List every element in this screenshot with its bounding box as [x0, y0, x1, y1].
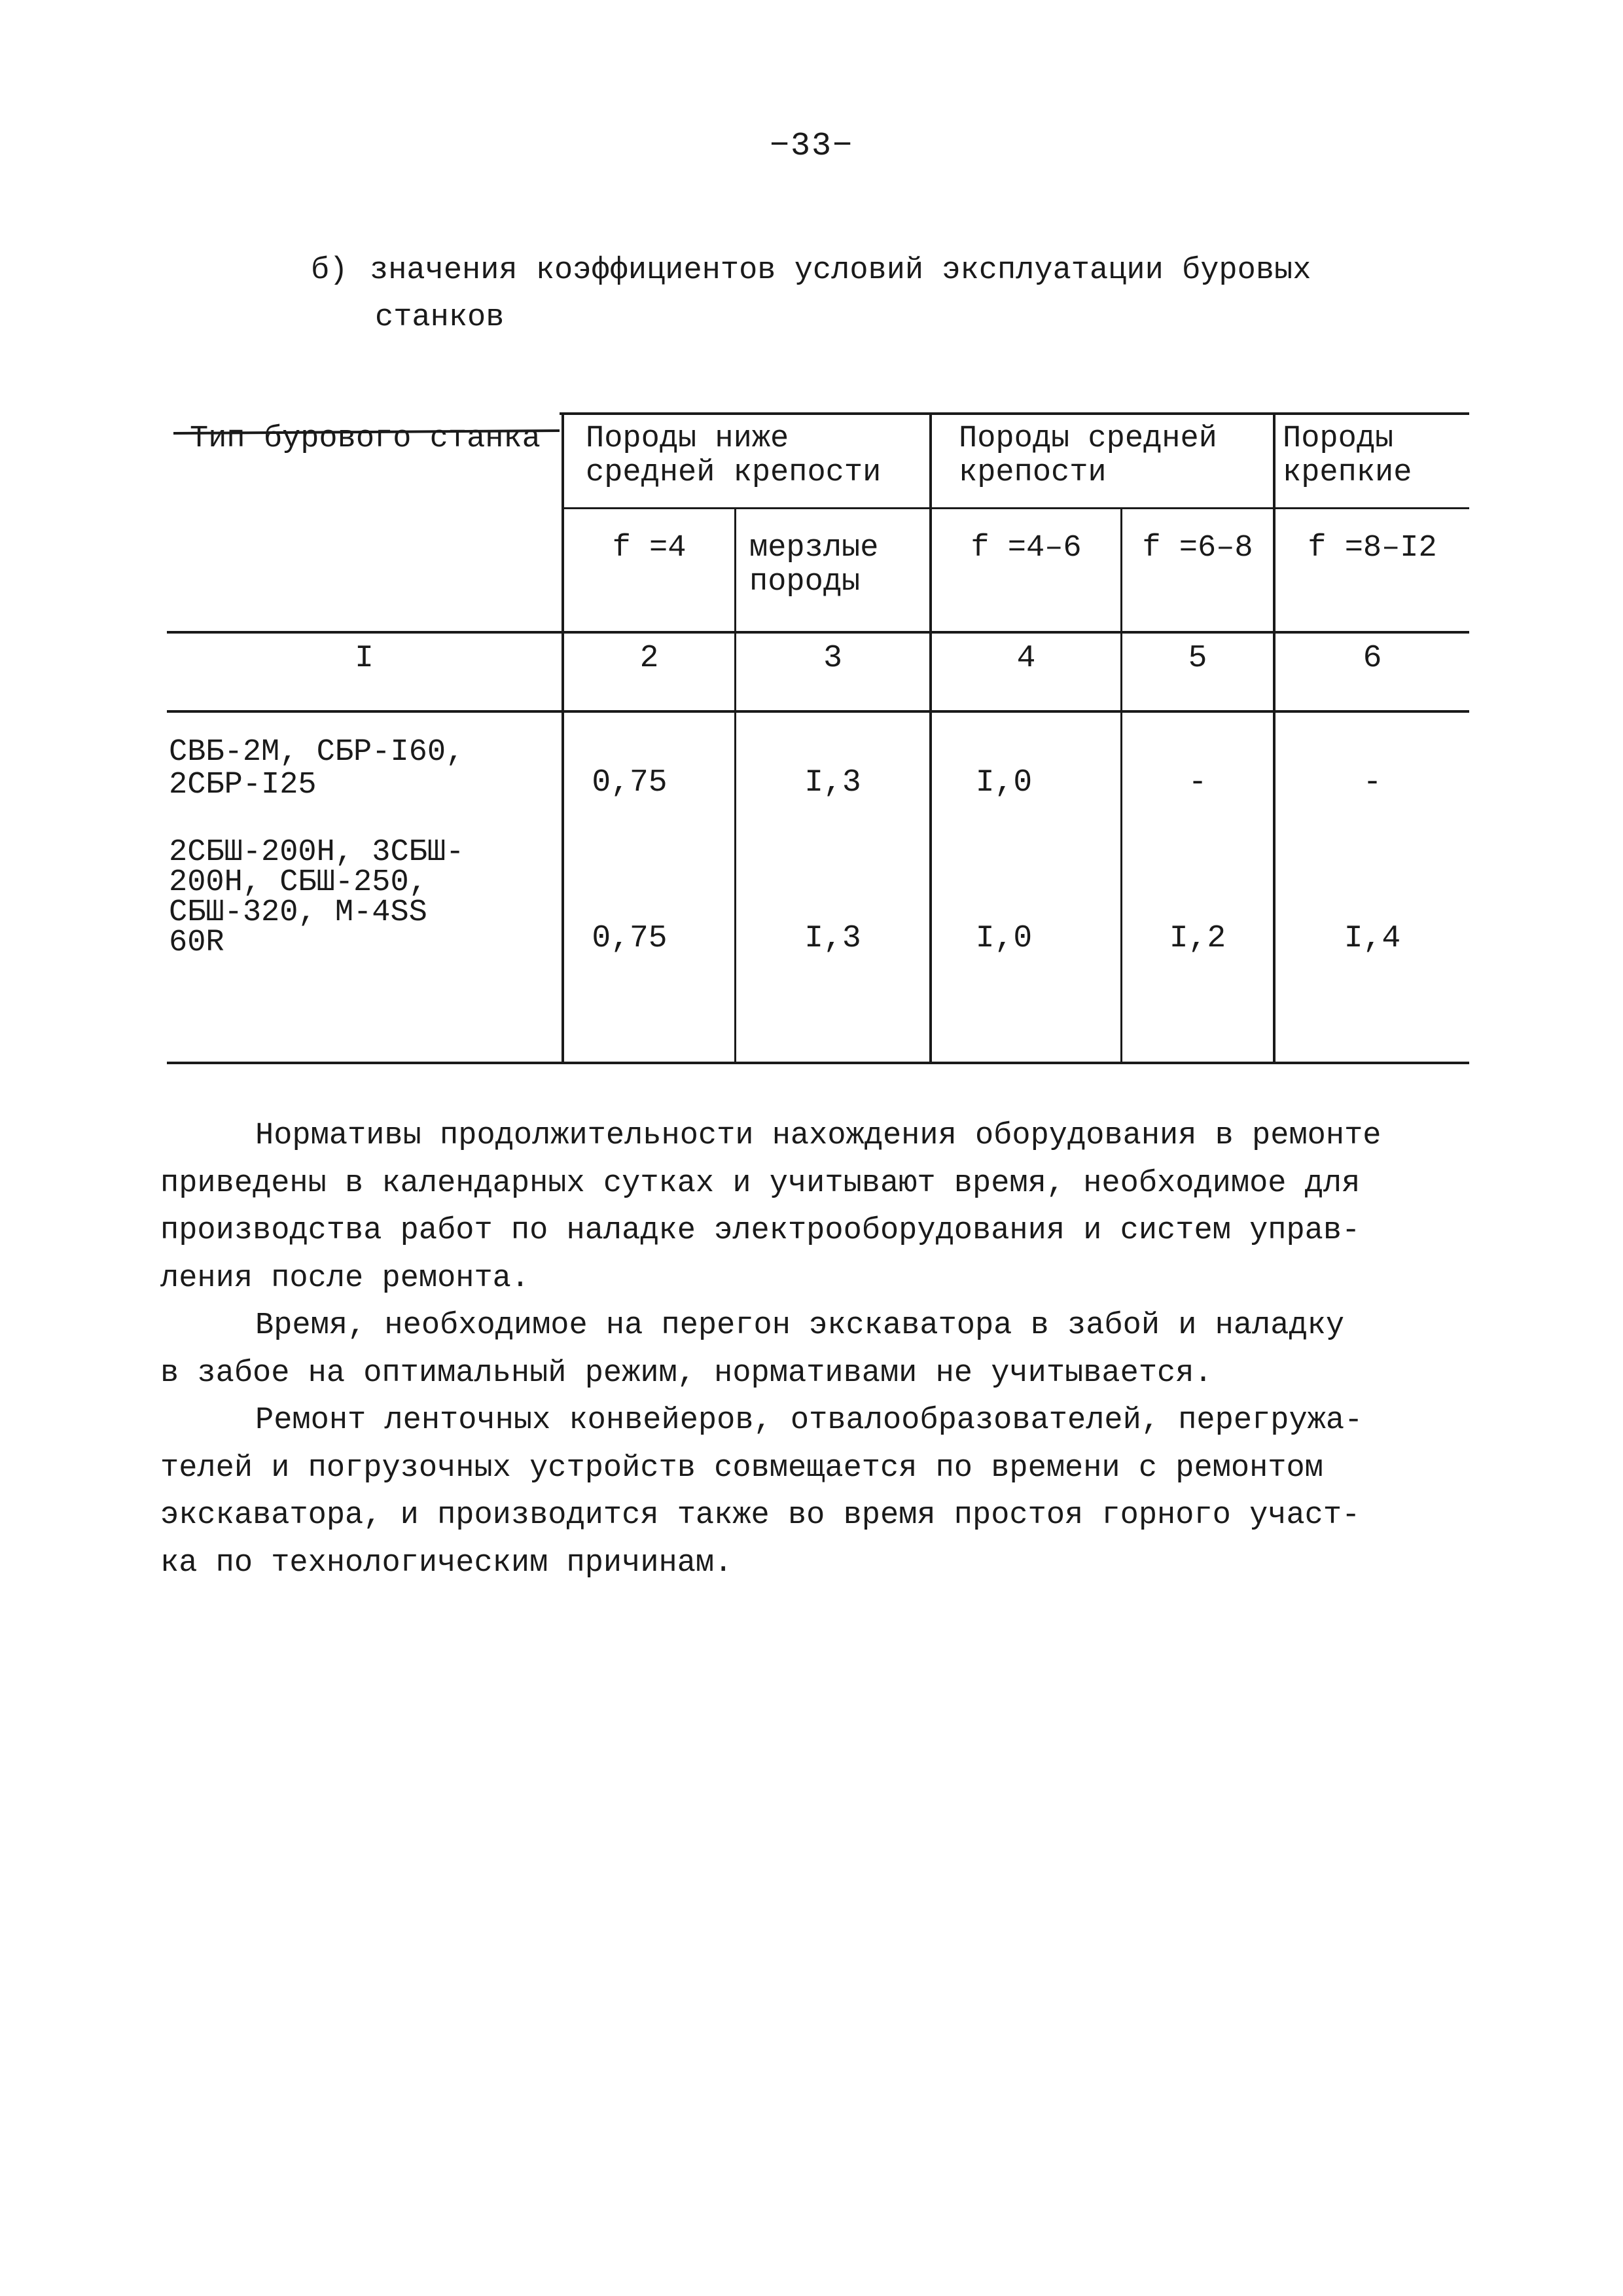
row-2-value-1: 0,75 [592, 921, 668, 956]
col-divider-5 [1273, 412, 1275, 1062]
col-number-1: I [355, 641, 374, 676]
row-2-value-2: I,3 [804, 921, 861, 956]
header-f-4: f =4 [612, 531, 687, 565]
caption-line-2: станков [375, 300, 505, 335]
header-f-6-8: f =6–8 [1142, 531, 1253, 565]
table-top-rule-right [560, 412, 1469, 415]
row-2-value-3: I,0 [975, 921, 1033, 956]
row-1-value-4: - [1188, 765, 1207, 800]
col-number-2: 2 [639, 641, 659, 676]
col-number-6: 6 [1363, 641, 1382, 676]
table-caption [311, 247, 1423, 342]
header-frozen-rocks: мерзлые породы [749, 531, 879, 600]
header-f-4-6: f =4–6 [971, 531, 1082, 565]
header-group-medium: Породы средней крепости [959, 422, 1217, 490]
paragraph-2: Время, необходимое на перегон экскаватора в забой и наладку в забое на оптимальный режим, нормативами не учитывается. [160, 1308, 1345, 1391]
row-1-machine-type: СВБ-2М, СБР-I60, 2СБР-I25 [169, 735, 465, 802]
row-1-value-3: I,0 [975, 765, 1033, 800]
row-2-value-5: I,4 [1344, 921, 1401, 956]
col-number-4: 4 [1016, 641, 1036, 676]
header-group-below-medium: Породы ниже средней крепости [586, 422, 882, 490]
col-divider-3 [929, 412, 932, 1062]
col-number-5: 5 [1188, 641, 1207, 676]
caption-line-1: значения коэффициентов условий эксплуатации буровых [370, 253, 1311, 288]
paragraph-3: Ремонт ленточных конвейеров, отвалообразователей, перегружа- телей и погрузочных устройств совмещается по времени с ремонтом экскаватора, и производится также во время простоя горного участ- ка по технологическим причинам. [160, 1403, 1363, 1581]
header-f-8-12: f =8–I2 [1308, 531, 1437, 565]
header-sub-rule [563, 507, 1469, 509]
row-1-value-5: - [1363, 765, 1382, 800]
row-1-value-1: 0,75 [592, 765, 668, 800]
col-number-3: 3 [823, 641, 842, 676]
caption-marker: б) [311, 253, 348, 288]
row-2-value-4: I,2 [1169, 921, 1226, 956]
header-group-hard: Породы крепкие [1283, 422, 1412, 490]
header-machine-type: Тип бурового станка [190, 422, 541, 456]
col-divider-1 [562, 412, 564, 1062]
paragraph-1: Нормативы продолжительности нахождения оборудования в ремонте приведены в календарных сутках и учитывают время, необходимое для производства работ по наладке электрооборудования и систем управ- ления после ремонта. [160, 1119, 1382, 1296]
row-1-value-2: I,3 [804, 765, 861, 800]
page-number: −33− [769, 128, 854, 165]
row-2-machine-type: 2СБШ-200Н, 3СБШ- 200Н, СБШ-250, СБШ-320, М-4SS 60R [169, 835, 465, 960]
